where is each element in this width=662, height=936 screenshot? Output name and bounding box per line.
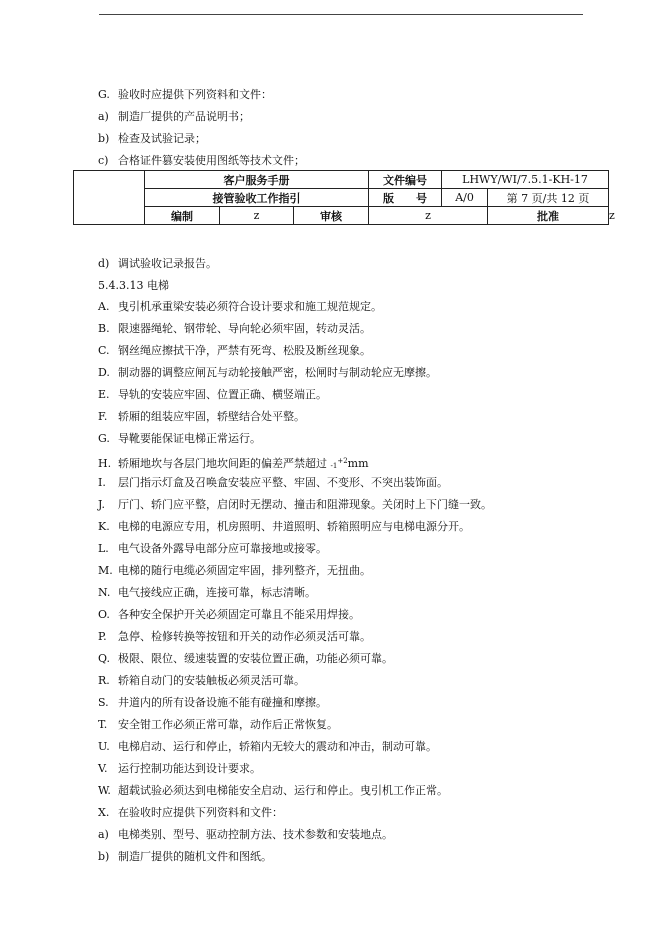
tolerance-unit: mm	[347, 457, 369, 470]
tolerance-upper: +2	[337, 457, 348, 465]
list-item-q: Q. 极限、限位、缓速装置的安装位置正确，功能必须可靠。	[98, 652, 393, 665]
section-heading: 5.4.3.13 电梯	[98, 279, 169, 292]
list-item-w: W. 超载试验必须达到电梯能安全启动、运行和停止。曳引机工作正常。	[98, 784, 448, 797]
reviewed-label: 审核	[294, 207, 369, 225]
doc-no-label: 文件编号	[369, 171, 442, 189]
list-item-t: T. 安全钳工作必须正常可靠，动作后正常恢复。	[98, 718, 338, 731]
list-item-n: N. 电气接线应正确，连接可靠，标志清晰。	[98, 586, 316, 599]
list-item-g: G. 导靴要能保证电梯正常运行。	[98, 432, 261, 445]
document-header-table: 客户服务手册 文件编号 LHWY/WI/7.5.1-KH-17 接管验收工作指引 版 号 A/0 第 7 页/共 12 页 编制 z 审核 z 批准 z	[73, 170, 609, 225]
list-item-r: R. 轿箱自动门的安装触板必须灵活可靠。	[98, 674, 305, 687]
reviewed-value: z	[369, 207, 488, 225]
list-item-o: O. 各种安全保护开关必须固定可靠且不能采用焊接。	[98, 608, 360, 621]
list-item-u: U. 电梯启动、运行和停止，轿箱内无较大的震动和冲击，制动可靠。	[98, 740, 437, 753]
list-item-p: P. 急停、检修转换等按钮和开关的动作必须灵活可靠。	[98, 630, 371, 643]
approved-label: 批准	[488, 207, 609, 225]
list-item-f: F. 轿厢的组装应牢固，轿壁结合处平整。	[98, 410, 305, 423]
guide-title: 接管验收工作指引	[145, 189, 369, 207]
list-item-e: E. 导轨的安装应牢固、位置正确、横竖端正。	[98, 388, 327, 401]
list-item-m: M. 电梯的随行电缆必须固定牢固，排列整齐，无扭曲。	[98, 564, 371, 577]
list-item-d: D. 制动器的调整应闸瓦与动轮接触严密，松闸时与制动轮应无摩擦。	[98, 366, 437, 379]
item-d: d) 调试验收记录报告。	[98, 257, 217, 270]
list-item-b: B. 限速器绳轮、钢带轮、导向轮必须牢固，转动灵活。	[98, 322, 371, 335]
list-item-i: I. 层门指示灯盒及召唤盒安装应平整、牢固、不变形、不突出装饰面。	[98, 476, 448, 489]
list-item-a: A. 曳引机承重梁安装必须符合设计要求和施工规范规定。	[98, 300, 382, 313]
intro-item-a: a) 制造厂提供的产品说明书；	[98, 110, 250, 123]
compiled-label: 编制	[145, 207, 220, 225]
list-item-j: J. 厅门、轿门应平整，启闭时无摆动、撞击和阻滞现象。关闭时上下门缝一致。	[98, 498, 492, 511]
list-item-x: X. 在验收时应提供下列资料和文件：	[98, 806, 283, 819]
tolerance-lower: -1	[330, 462, 338, 470]
doc-no: LHWY/WI/7.5.1-KH-17	[442, 171, 609, 189]
intro-item-c: c) 合格证件篡安装使用图纸等技术文件；	[98, 154, 305, 167]
list-item-s: S. 井道内的所有设备设施不能有碰撞和摩擦。	[98, 696, 327, 709]
version-value: A/0	[442, 189, 488, 207]
list-item-c: C. 钢丝绳应擦拭干净，严禁有死弯、松股及断丝现象。	[98, 344, 371, 357]
compiled-value: z	[220, 207, 294, 225]
intro-item-b: b) 检查及试验记录；	[98, 132, 206, 145]
page-number: 第 7 页/共 12 页	[488, 189, 609, 207]
version-label: 版 号	[369, 189, 442, 207]
list-item-h: H. 轿厢地坎与各层门地坎间距的偏差严禁超过 $_{-1}^{+2}$mm	[98, 457, 369, 470]
list-item-k: K. 电梯的电源应专用，机房照明、井道照明、轿箱照明应与电梯电源分开。	[98, 520, 470, 533]
header-rule	[99, 14, 583, 15]
end-item-b: b) 制造厂提供的随机文件和图纸。	[98, 850, 272, 863]
end-item-a: a) 电梯类别、型号、驱动控制方法、技术参数和安装地点。	[98, 828, 393, 841]
manual-title: 客户服务手册	[145, 171, 369, 189]
header-logo-cell	[74, 171, 145, 225]
intro-g: G. 验收时应提供下列资料和文件：	[98, 88, 272, 101]
list-item-l: L. 电气设备外露导电部分应可靠接地或接零。	[98, 542, 327, 555]
list-item-v: V. 运行控制功能达到设计要求。	[98, 762, 261, 775]
